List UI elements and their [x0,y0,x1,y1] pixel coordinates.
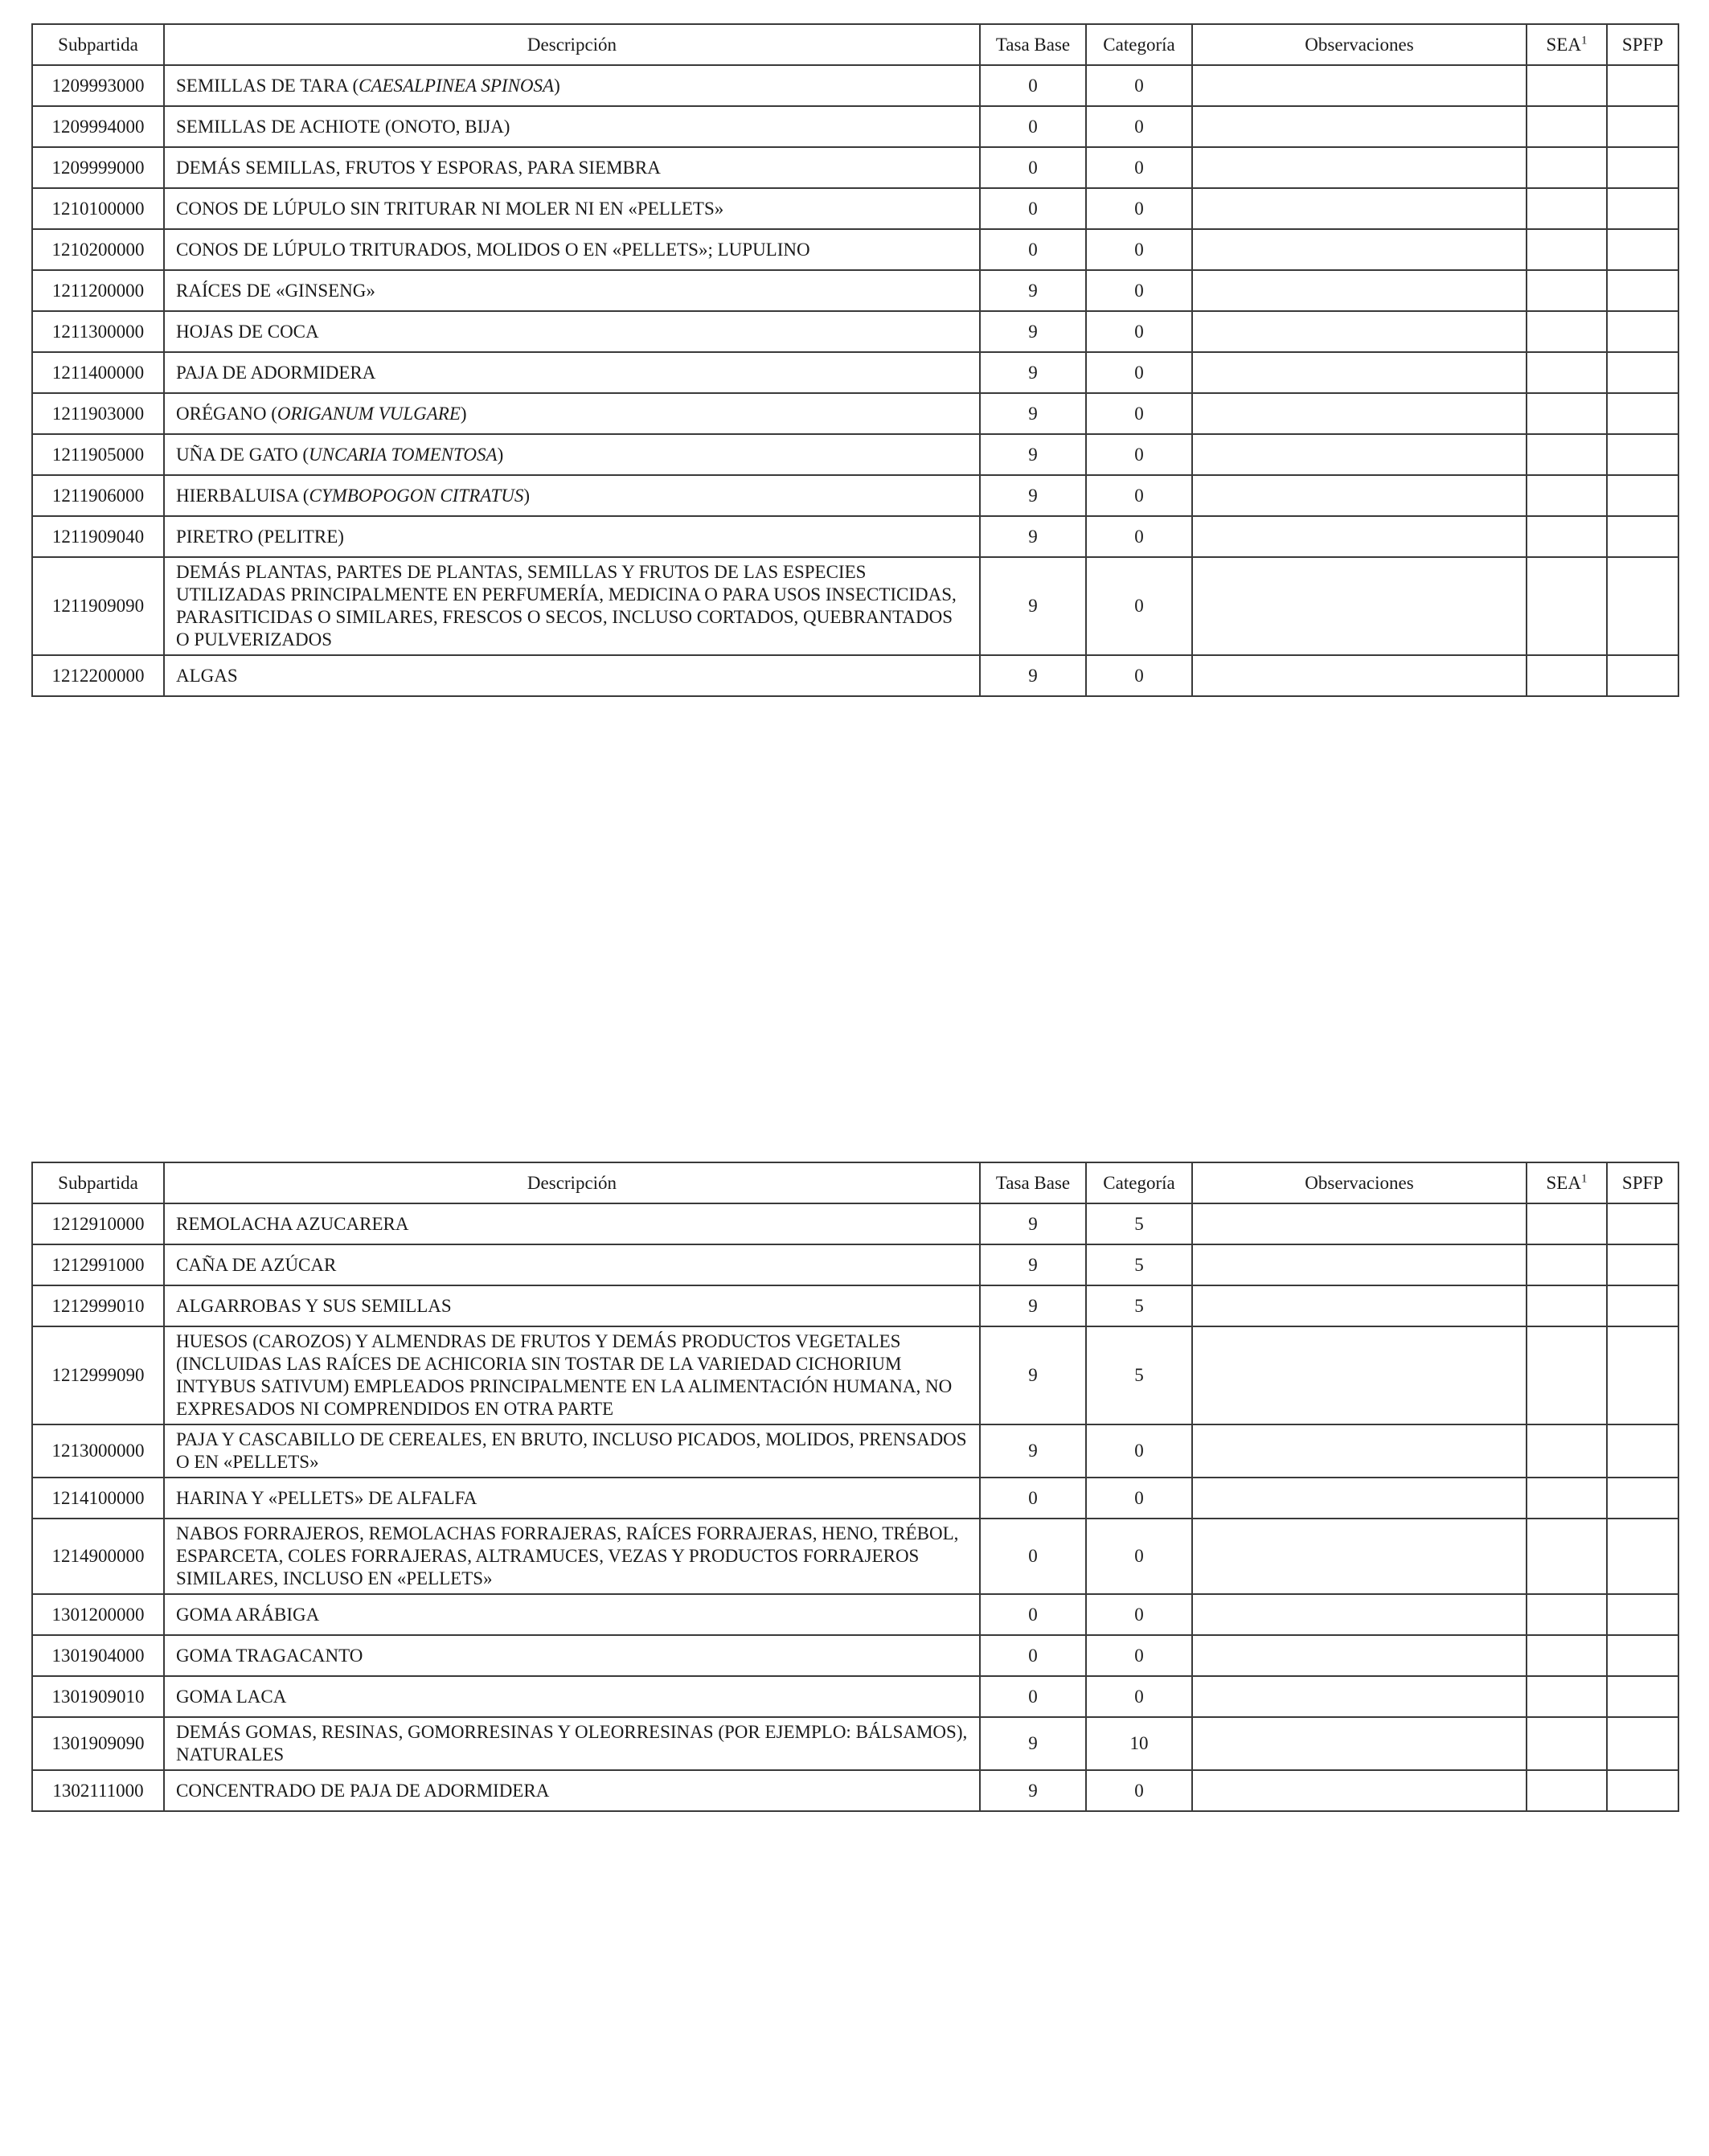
descripcion-cell [164,1424,980,1478]
tariff-table-2 [31,1162,1679,1812]
tasa-base-cell: 9 [980,393,1086,434]
table-row [32,147,1678,188]
subpartida-cell: 1301909010 [32,1676,164,1717]
tariff-table-1 [31,23,1679,697]
spfp-cell [1607,1635,1678,1676]
sea-cell [1527,655,1607,696]
observaciones-cell [1192,557,1527,655]
spfp-cell [1607,270,1678,311]
descripcion-text: DEMÁS GOMAS, RESINAS, GOMORRESINAS Y OLEORRESINAS (POR EJEMPLO: BÁLSAMOS), NATURALES [176,1722,968,1765]
categoria-cell: 0 [1086,270,1192,311]
descripcion-text: PAJA DE ADORMIDERA [176,362,376,383]
descripcion-text-end: ) [460,403,467,424]
descripcion-cell [164,1635,980,1676]
descripcion-cell [164,434,980,475]
header-descripcion: Descripción [164,1162,980,1203]
spfp-cell [1607,516,1678,557]
observaciones-cell [1192,65,1527,106]
table-body [32,65,1678,696]
spfp-cell [1607,557,1678,655]
descripcion-cell [164,1519,980,1594]
spfp-cell [1607,188,1678,229]
subpartida-cell: 1211906000 [32,475,164,516]
descripcion-text: CONCENTRADO DE PAJA DE ADORMIDERA [176,1780,550,1801]
table-row [32,270,1678,311]
tasa-base-cell: 0 [980,1594,1086,1635]
tasa-base-cell: 0 [980,1676,1086,1717]
categoria-cell: 0 [1086,188,1192,229]
spfp-cell [1607,1717,1678,1770]
descripcion-cell [164,147,980,188]
subpartida-cell: 1214100000 [32,1478,164,1519]
descripcion-cell [164,188,980,229]
descripcion-text: DEMÁS PLANTAS, PARTES DE PLANTAS, SEMILLAS Y FRUTOS DE LAS ESPECIES UTILIZADAS PRINCIPALMENTE EN PERFUMERÍA, MEDICINA O PARA USOS INSECTICIDAS, PARASITICIDAS O SIMILARES, FRESCOS O SECOS, INCLUSO CORTADOS, QUEBRANTADOS O PULVERIZADOS [176,562,957,650]
sea-cell [1527,516,1607,557]
header-observaciones: Observaciones [1192,1162,1527,1203]
scientific-name: ORIGANUM VULGARE [277,403,461,424]
categoria-cell: 10 [1086,1717,1192,1770]
categoria-cell: 0 [1086,1676,1192,1717]
categoria-cell: 0 [1086,393,1192,434]
descripcion-cell [164,1770,980,1811]
spfp-cell [1607,352,1678,393]
categoria-cell: 0 [1086,516,1192,557]
subpartida-cell: 1211905000 [32,434,164,475]
tasa-base-cell: 9 [980,352,1086,393]
spfp-cell [1607,1326,1678,1424]
observaciones-cell [1192,516,1527,557]
header-spfp: SPFP [1607,24,1678,65]
categoria-cell: 0 [1086,1635,1192,1676]
spfp-cell [1607,229,1678,270]
sea-cell [1527,1326,1607,1424]
categoria-cell: 0 [1086,475,1192,516]
categoria-cell: 0 [1086,229,1192,270]
header-row [32,1162,1678,1203]
header-categoria: Categoría [1086,1162,1192,1203]
spfp-cell [1607,1424,1678,1478]
subpartida-cell: 1211200000 [32,270,164,311]
observaciones-cell [1192,1635,1527,1676]
tasa-base-cell: 9 [980,434,1086,475]
descripcion-text: SEMILLAS DE ACHIOTE (ONOTO, BIJA) [176,116,510,137]
descripcion-cell [164,1203,980,1244]
header-sea-label: SEA [1546,34,1581,55]
spfp-cell [1607,65,1678,106]
table-row [32,1424,1678,1478]
spfp-cell [1607,1676,1678,1717]
spfp-cell [1607,1203,1678,1244]
subpartida-cell: 1212991000 [32,1244,164,1285]
categoria-cell: 0 [1086,147,1192,188]
spfp-cell [1607,1478,1678,1519]
descripcion-cell [164,1244,980,1285]
descripcion-text: GOMA ARÁBIGA [176,1604,320,1625]
subpartida-cell: 1211300000 [32,311,164,352]
observaciones-cell [1192,655,1527,696]
table-row [32,1326,1678,1424]
sea-cell [1527,1244,1607,1285]
table-row [32,1285,1678,1326]
descripcion-text: NABOS FORRAJEROS, REMOLACHAS FORRAJERAS, RAÍCES FORRAJERAS, HENO, TRÉBOL, ESPARCETA, COLES FORRAJERAS, ALTRAMUCES, VEZAS Y PRODUCTOS FORRAJEROS SIMILARES, INCLUSO EN «PELLETS» [176,1523,959,1588]
table-row [32,229,1678,270]
categoria-cell: 0 [1086,65,1192,106]
tasa-base-cell: 9 [980,1717,1086,1770]
sea-cell [1527,1478,1607,1519]
spfp-cell [1607,1594,1678,1635]
observaciones-cell [1192,1326,1527,1424]
descripcion-text: HOJAS DE COCA [176,321,319,342]
descripcion-cell [164,106,980,147]
descripcion-text: UÑA DE GATO ( [176,444,309,465]
subpartida-cell: 1211909090 [32,557,164,655]
subpartida-cell: 1214900000 [32,1519,164,1594]
table-row [32,1635,1678,1676]
descripcion-cell [164,655,980,696]
descripcion-cell [164,475,980,516]
header-sea [1527,24,1607,65]
subpartida-cell: 1301909090 [32,1717,164,1770]
sea-cell [1527,1285,1607,1326]
tasa-base-cell: 0 [980,229,1086,270]
table-row [32,1478,1678,1519]
descripcion-text-end: ) [523,485,531,506]
footnote-marker: 1 [1580,33,1588,47]
descripcion-cell [164,311,980,352]
sea-cell [1527,311,1607,352]
categoria-cell: 0 [1086,1424,1192,1478]
tasa-base-cell: 0 [980,65,1086,106]
descripcion-cell [164,352,980,393]
descripcion-cell [164,1285,980,1326]
observaciones-cell [1192,1676,1527,1717]
observaciones-cell [1192,1203,1527,1244]
subpartida-cell: 1209999000 [32,147,164,188]
categoria-cell: 5 [1086,1244,1192,1285]
sea-cell [1527,1676,1607,1717]
descripcion-text: GOMA LACA [176,1686,287,1707]
categoria-cell: 0 [1086,352,1192,393]
categoria-cell: 5 [1086,1203,1192,1244]
table-row [32,352,1678,393]
observaciones-cell [1192,229,1527,270]
observaciones-cell [1192,434,1527,475]
table-row [32,557,1678,655]
subpartida-cell: 1210200000 [32,229,164,270]
descripcion-cell [164,1676,980,1717]
spfp-cell [1607,655,1678,696]
subpartida-cell: 1301200000 [32,1594,164,1635]
descripcion-cell [164,516,980,557]
spfp-cell [1607,1285,1678,1326]
descripcion-text: GOMA TRAGACANTO [176,1645,363,1666]
descripcion-text: ALGAS [176,665,238,686]
tasa-base-cell: 9 [980,557,1086,655]
observaciones-cell [1192,106,1527,147]
descripcion-text: HUESOS (CAROZOS) Y ALMENDRAS DE FRUTOS Y DEMÁS PRODUCTOS VEGETALES (INCLUIDAS LAS RAÍCES DE ACHICORIA SIN TOSTAR DE LA VARIEDAD CICHORIUM INTYBUS SATIVUM) EMPLEADOS PRINCIPALMENTE EN LA ALIMENTACIÓN HUMANA, NO EXPRESADOS NI COMPRENDIDOS EN OTRA PARTE [176,1331,953,1419]
subpartida-cell: 1212999010 [32,1285,164,1326]
tasa-base-cell: 0 [980,188,1086,229]
observaciones-cell [1192,188,1527,229]
sea-cell [1527,1519,1607,1594]
subpartida-cell: 1211400000 [32,352,164,393]
header-subpartida: Subpartida [32,24,164,65]
sea-cell [1527,1594,1607,1635]
spfp-cell [1607,1519,1678,1594]
spfp-cell [1607,434,1678,475]
descripcion-text: RAÍCES DE «GINSENG» [176,280,375,301]
subpartida-cell: 1213000000 [32,1424,164,1478]
subpartida-cell: 1301904000 [32,1635,164,1676]
sea-cell [1527,557,1607,655]
table-row [32,311,1678,352]
spfp-cell [1607,1770,1678,1811]
subpartida-cell: 1212999090 [32,1326,164,1424]
descripcion-text: SEMILLAS DE TARA ( [176,75,359,96]
observaciones-cell [1192,1519,1527,1594]
tasa-base-cell: 0 [980,1635,1086,1676]
header-tasa-base: Tasa Base [980,24,1086,65]
observaciones-cell [1192,1285,1527,1326]
descripcion-cell [164,1478,980,1519]
header-subpartida: Subpartida [32,1162,164,1203]
descripcion-cell [164,1594,980,1635]
header-observaciones: Observaciones [1192,24,1527,65]
observaciones-cell [1192,270,1527,311]
descripcion-cell [164,229,980,270]
spfp-cell [1607,475,1678,516]
tasa-base-cell: 9 [980,475,1086,516]
table-row [32,188,1678,229]
sea-cell [1527,106,1607,147]
header-row [32,24,1678,65]
descripcion-text: HIERBALUISA ( [176,485,309,506]
tasa-base-cell: 9 [980,1285,1086,1326]
categoria-cell: 0 [1086,106,1192,147]
table-row [32,1244,1678,1285]
sea-cell [1527,393,1607,434]
categoria-cell: 0 [1086,434,1192,475]
spfp-cell [1607,393,1678,434]
tasa-base-cell: 9 [980,270,1086,311]
observaciones-cell [1192,352,1527,393]
footnote-marker: 1 [1580,1171,1588,1185]
observaciones-cell [1192,1770,1527,1811]
subpartida-cell: 1209994000 [32,106,164,147]
subpartida-cell: 1211903000 [32,393,164,434]
table-row [32,65,1678,106]
spfp-cell [1607,147,1678,188]
sea-cell [1527,475,1607,516]
categoria-cell: 0 [1086,557,1192,655]
sea-cell [1527,1203,1607,1244]
descripcion-text-end: ) [497,444,504,465]
descripcion-cell [164,1326,980,1424]
tasa-base-cell: 0 [980,106,1086,147]
observaciones-cell [1192,1478,1527,1519]
table-row [32,434,1678,475]
descripcion-text: CAÑA DE AZÚCAR [176,1254,337,1275]
descripcion-text: DEMÁS SEMILLAS, FRUTOS Y ESPORAS, PARA SIEMBRA [176,157,661,178]
descripcion-text: HARINA Y «PELLETS» DE ALFALFA [176,1487,477,1508]
sea-cell [1527,188,1607,229]
descripcion-text: REMOLACHA AZUCARERA [176,1213,409,1234]
sea-cell [1527,270,1607,311]
header-tasa-base: Tasa Base [980,1162,1086,1203]
sea-cell [1527,1770,1607,1811]
header-descripcion: Descripción [164,24,980,65]
table-row [32,1770,1678,1811]
subpartida-cell: 1211909040 [32,516,164,557]
categoria-cell: 0 [1086,1594,1192,1635]
table-row [32,1594,1678,1635]
tasa-base-cell: 0 [980,147,1086,188]
sea-cell [1527,1424,1607,1478]
spfp-cell [1607,311,1678,352]
table-row [32,475,1678,516]
tasa-base-cell: 9 [980,1203,1086,1244]
header-spfp: SPFP [1607,1162,1678,1203]
observaciones-cell [1192,147,1527,188]
table-row [32,1203,1678,1244]
observaciones-cell [1192,311,1527,352]
observaciones-cell [1192,393,1527,434]
spfp-cell [1607,106,1678,147]
table-row [32,106,1678,147]
categoria-cell: 0 [1086,1478,1192,1519]
descripcion-text: ALGARROBAS Y SUS SEMILLAS [176,1295,452,1316]
descripcion-cell [164,557,980,655]
observaciones-cell [1192,1594,1527,1635]
header-categoria: Categoría [1086,24,1192,65]
tasa-base-cell: 9 [980,1770,1086,1811]
descripcion-text: PAJA Y CASCABILLO DE CEREALES, EN BRUTO, INCLUSO PICADOS, MOLIDOS, PRENSADOS O EN «PELLETS» [176,1429,967,1472]
table-row [32,516,1678,557]
categoria-cell: 0 [1086,1519,1192,1594]
subpartida-cell: 1210100000 [32,188,164,229]
descripcion-text: CONOS DE LÚPULO SIN TRITURAR NI MOLER NI EN «PELLETS» [176,198,724,219]
tasa-base-cell: 0 [980,1519,1086,1594]
subpartida-cell: 1209993000 [32,65,164,106]
descripcion-text: CONOS DE LÚPULO TRITURADOS, MOLIDOS O EN «PELLETS»; LUPULINO [176,239,810,260]
categoria-cell: 5 [1086,1326,1192,1424]
scientific-name: UNCARIA TOMENTOSA [309,444,498,465]
header-sea [1527,1162,1607,1203]
subpartida-cell: 1212200000 [32,655,164,696]
header-sea-label: SEA [1546,1172,1581,1193]
tasa-base-cell: 9 [980,1326,1086,1424]
scientific-name: CAESALPINEA SPINOSA [359,75,555,96]
sea-cell [1527,65,1607,106]
sea-cell [1527,147,1607,188]
descripcion-cell [164,270,980,311]
table-row [32,1676,1678,1717]
descripcion-text-end: ) [554,75,560,96]
subpartida-cell: 1302111000 [32,1770,164,1811]
descripcion-cell [164,393,980,434]
tasa-base-cell: 9 [980,516,1086,557]
descripcion-cell [164,1717,980,1770]
sea-cell [1527,1635,1607,1676]
observaciones-cell [1192,1717,1527,1770]
tasa-base-cell: 9 [980,311,1086,352]
categoria-cell: 5 [1086,1285,1192,1326]
descripcion-text: PIRETRO (PELITRE) [176,526,344,547]
table-row [32,1717,1678,1770]
categoria-cell: 0 [1086,1770,1192,1811]
table-row [32,1519,1678,1594]
table-row [32,393,1678,434]
observaciones-cell [1192,475,1527,516]
tasa-base-cell: 9 [980,1244,1086,1285]
observaciones-cell [1192,1424,1527,1478]
table-row [32,655,1678,696]
sea-cell [1527,229,1607,270]
sea-cell [1527,434,1607,475]
categoria-cell: 0 [1086,655,1192,696]
spfp-cell [1607,1244,1678,1285]
scientific-name: CYMBOPOGON CITRATUS [309,485,524,506]
tasa-base-cell: 9 [980,1424,1086,1478]
sea-cell [1527,1717,1607,1770]
table-body [32,1203,1678,1811]
categoria-cell: 0 [1086,311,1192,352]
descripcion-cell [164,65,980,106]
tasa-base-cell: 9 [980,655,1086,696]
sea-cell [1527,352,1607,393]
observaciones-cell [1192,1244,1527,1285]
subpartida-cell: 1212910000 [32,1203,164,1244]
tasa-base-cell: 0 [980,1478,1086,1519]
descripcion-text: ORÉGANO ( [176,403,277,424]
